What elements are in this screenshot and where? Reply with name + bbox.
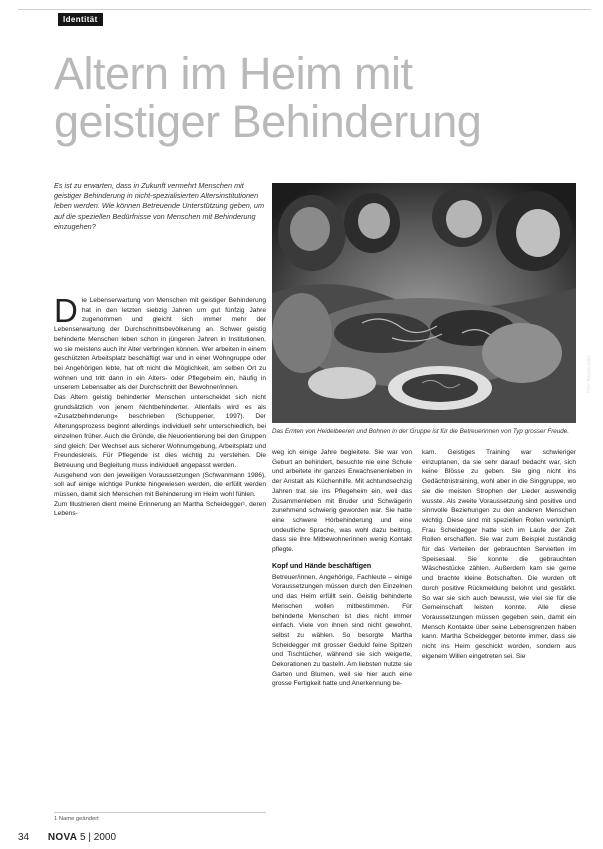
- page-number: 34: [18, 832, 30, 843]
- column-3: [422, 448, 576, 838]
- article-title: Altern im Heim mit geistiger Behinderung: [54, 48, 482, 147]
- top-rule: [18, 9, 591, 10]
- column-1: [54, 292, 266, 796]
- column-2-body: Betreuer/innen, Angehörige, Fachleute – einige Voraussetzungen müssen durch den Einzelnen und das Heim erfüllt sein. Geistig behinderte Menschen wollen mitbestimmen. Für behinderte Menschen ist dies nicht immer einfach. Viele von ihnen sind nicht gewohnt, selbst zu wählen. So besorgte Martha Scheidegger mit grosser Geduld feine Spitzen und Tischtücher, während sie sich weigerte, Dekorationen zu basteln. Am liebsten nutzte sie Garten und Blumen, weil sie hier auch eine grosse Fertigkeit hatte und Anerkennung be-: [272, 573, 412, 688]
- magazine-name: NOVA: [47, 832, 78, 843]
- paragraph-4: Zum Illustrieren dient meine Erinnerung an Martha Scheidegger¹, deren Lebens-: [54, 500, 266, 518]
- paragraph-1: [54, 292, 266, 393]
- page-footer: [18, 832, 116, 844]
- article-photo: [272, 183, 592, 423]
- paragraph-2: Das Altern geistig behinderter Menschen unterscheidet sich nicht grundsätzlich von jenem Nichtbehinderter. Allenfalls wird es als «Zusatzbehinderung» beschrieben (Schuppener, 1997). Der Alterungsprozess beginnt allerdings individuell sehr unterschiedlich, bei einzelnen früher. Auch die Gründe, die Neuorientierung bei den Gruppen sind gleich: Der Wechsel aus sicherer Wohnumgebung, Arbeitsplatz und Freundeskreis. Für Pflegende ist dies wichtig zu verstehen. Die Betreuung und Begleitung muss individuell angepasst werden.: [54, 394, 266, 469]
- column-2: [272, 448, 412, 838]
- footnote: 1 Name geändert: [54, 812, 266, 822]
- paragraph-3: Ausgehend von den jeweiligen Voraussetzungen (Schwanmann 1986), soll auf einige wichtige Punkte hingewiesen werden, die erfüllt werden müssen, damit sich Menschen mit Behinderung im Heim wohl fühlen.: [54, 471, 266, 499]
- photo-credit: Foto: Regula Ganz: [586, 355, 592, 393]
- photo-caption: Das Ernten von Heidelbeeren und Bohnen in der Gruppe ist für die Betreuerinnen von Typ grosser Freude.: [272, 428, 570, 435]
- column-2-intro: weg ich einige Jahre begleitete. Sie war von Geburt an behindert, besuchte nie eine Schule und arbeitete ihr ganzes Erwachsenenleben in der Anstalt als Küchenhilfe. Mit achtundsechzig Jahren trat sie ins Pflegeheim ein, weil das Zusammenleben mit Bruder und Schwägerin zunehmend schwierig geworden war. Sie hatte eine schwere Hörbehinderung und eine undeutliche Sprache, was wohl dazu beitrug, dass sie ihre Mitbewohnerinnen wenig Kontakt pflegte.: [272, 449, 412, 554]
- article-lead: Es ist zu erwarten, dass in Zukunft vermehrt Menschen mit geistiger Behinderung in nicht-spezialisierten Altersinstitutionen leben werden. Wie können Betreuende Unterstützung geben, um auf die speziellen Bedürfnisse von Menschen mit Behinderung einzugehen?: [54, 181, 265, 231]
- dropcap: D: [54, 292, 78, 329]
- column-3-body: kam. Geistiges Training war schwieriger einzuplanen, da sie sehr darauf bedacht war, sich keine Blösse zu geben. Sie ging nicht ins Gedächtnistraining, wohl aber in die Singgruppe, wo sie die meisten Strophen der Lieder auswendig wusste. Als zweite Voraussetzung sind positive und sinnvolle Beziehungen zu den anderen Menschen wichtig. Diese sind mit speziellen Rollen verknüpft. Frau Scheidegger hatte sich im Laufe der Zeit Rollen erschaffen. Sie war zum Beispiel zuständig für das Verteilen der gebrauchten Servietten im Speisesaal. Sie konnte die gebrauchten Wäschestücke zählen. Außerdem kam sie gerne und brachte kleine Botschaften. Die wurden oft durch positive Rückmeldung belohnt und gestärkt. So war sie sich auch bewusst, wie viel sie für die Gemeinschaft leisten konnte. Alle diese Voraussetzungen müssen gegeben sein, damit ein Mensch Kontakte über seine Lebensgrenzen haben kann. Martha Scheidegger betonte immer, dass sie nicht ins Heim geschickt worden, sondern aus eigenem Willen eingetreten sei. Sie: [422, 449, 576, 660]
- subheading: Kopf und Hände beschäftigen: [272, 562, 372, 570]
- section-tag: Identität: [58, 13, 103, 26]
- paragraph-1-text: ie Lebenserwartung von Menschen mit geistiger Behinderung hat in den letzten siebzig Jahren um gut fünfzig Jahre zugenommen und gleicht sich immer mehr der Lebenserwartung der Durchschnittsbevölkerung an. Schwer geistig behinderte Menschen leben schon in jüngeren Jahren in Institutionen, wo sie meistens auch ihr Alter verbringen können. Wer arbeiten in einem geschützten Arbeitsplatz beschäftigt war und in einer Wohngruppe oder bei Angehörigen lebte, hat oft nicht die Möglichkeit, am selben Ort zu wohnen und tritt dann in ein Alters- oder Pflegeheim ein, häufig in unserem Lebensalter als der Durchschnitt der Bewohner/innen.: [54, 297, 266, 392]
- photo-illustration: [272, 183, 576, 423]
- issue-number: 5 | 2000: [80, 832, 117, 843]
